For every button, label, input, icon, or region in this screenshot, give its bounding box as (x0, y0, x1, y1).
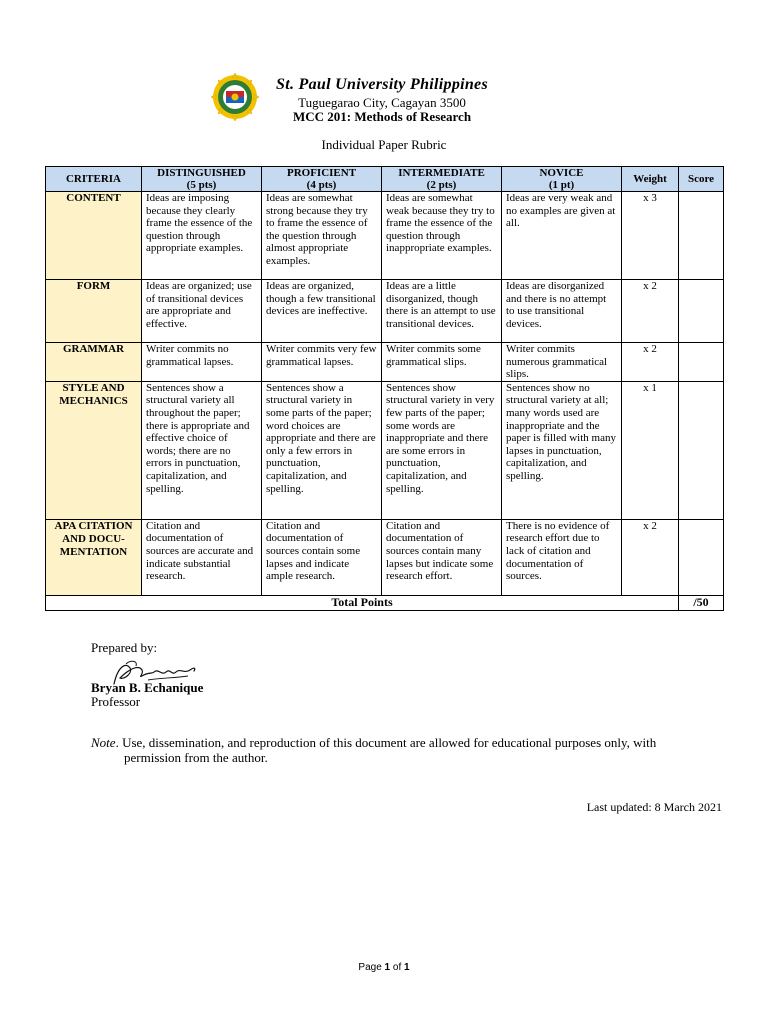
criteria-cell: CONTENT (46, 192, 142, 280)
table-row (46, 343, 724, 382)
novice-cell: There is no evidence of research effort due to lack of citation and documentation of sources. (502, 519, 622, 595)
page-number: Page 1 of 1 (358, 962, 410, 973)
novice-cell: Ideas are very weak and no examples are given at all. (502, 192, 622, 280)
column-header-intermediate: INTERMEDIATE (2 pts) (382, 167, 502, 192)
novice-cell: Ideas are disorganized and there is no attempt to use transitional devices. (502, 280, 622, 343)
distinguished-cell: Ideas are organized; use of transitional devices are appropriate and effective. (142, 280, 262, 343)
column-header-novice: NOVICE (1 pt) (502, 167, 622, 192)
column-header-distinguished: DISTINGUISHED (5 pts) (142, 167, 262, 192)
score-cell[interactable] (679, 343, 724, 382)
novice-cell: Sentences show no structural variety at all; many words used are inappropriate and the paper is filled with many lapses in punctuation, capitalization, and spelling. (502, 381, 622, 519)
proficient-cell: Writer commits very few grammatical lapses. (262, 343, 382, 382)
intermediate-cell: Citation and documentation of sources contain many lapses but indicate some research effort. (382, 519, 502, 595)
note-text-line2: permission from the author. (124, 750, 268, 765)
intermediate-cell: Writer commits some grammatical slips. (382, 343, 502, 382)
column-header-criteria: CRITERIA (46, 167, 142, 192)
proficient-cell: Ideas are organized, though a few transitional devices are ineffective. (262, 280, 382, 343)
university-name: St. Paul University Philippines (276, 76, 488, 93)
score-cell[interactable] (679, 192, 724, 280)
weight-cell: x 2 (622, 280, 679, 343)
distinguished-cell: Writer commits no grammatical lapses. (142, 343, 262, 382)
professor-name: Bryan B. Echanique (91, 680, 204, 695)
table-row (46, 280, 724, 343)
document-title: Individual Paper Rubric (321, 137, 447, 152)
intermediate-cell: Ideas are a little disorganized, though there is an attempt to use transitional devices. (382, 280, 502, 343)
weight-cell: x 3 (622, 192, 679, 280)
criteria-cell: FORM (46, 280, 142, 343)
professor-title: Professor (91, 694, 141, 709)
total-points-label: Total Points (46, 595, 679, 610)
proficient-cell: Sentences show a structural variety in some parts of the paper; word choices are appropriate and there are only a few errors in punctuation, capitalization, and spelling. (262, 381, 382, 519)
weight-cell: x 2 (622, 343, 679, 382)
weight-cell: x 1 (622, 381, 679, 519)
distinguished-cell: Ideas are imposing because they clearly frame the essence of the question through appropriate examples. (142, 192, 262, 280)
university-seal-icon (210, 72, 260, 122)
course-title: MCC 201: Methods of Research (292, 109, 472, 124)
score-cell[interactable] (679, 519, 724, 595)
last-updated-date: Last updated: 8 March 2021 (586, 800, 722, 814)
score-cell[interactable] (679, 381, 724, 519)
prepared-by-label: Prepared by: (91, 640, 158, 655)
table-row (46, 381, 724, 519)
column-header-score: Score (679, 167, 724, 192)
intermediate-cell: Ideas are somewhat weak because they try to frame the essence of the question through inappropriate examples. (382, 192, 502, 280)
university-address: Tuguegarao City, Cagayan 3500 (298, 95, 466, 110)
table-row (46, 519, 724, 595)
rubric-table (45, 166, 724, 611)
criteria-cell: STYLE AND MECHANICS (46, 381, 142, 519)
note-label: Note (91, 735, 116, 750)
criteria-cell: APA CITATION AND DOCU-MENTATION (46, 519, 142, 595)
intermediate-cell: Sentences show structural variety in very few parts of the paper; some words are inappropriate and there are some errors in punctuation, capitalization, and spelling. (382, 381, 502, 519)
novice-cell: Writer commits numerous grammatical slips. (502, 343, 622, 382)
proficient-cell: Citation and documentation of sources contain some lapses and indicate ample research. (262, 519, 382, 595)
distinguished-cell: Sentences show a structural variety all throughout the paper; there is appropriate and effective choice of words; there are no errors in punctuation, capitalization, and spelling. (142, 381, 262, 519)
total-row (46, 595, 724, 610)
table-row (46, 192, 724, 280)
distinguished-cell: Citation and documentation of sources are accurate and indicate substantial research. (142, 519, 262, 595)
proficient-cell: Ideas are somewhat strong because they try to frame the essence of the question through almost appropriate examples. (262, 192, 382, 280)
column-header-proficient: PROFICIENT (4 pts) (262, 167, 382, 192)
score-cell[interactable] (679, 280, 724, 343)
criteria-cell: GRAMMAR (46, 343, 142, 382)
column-header-weight: Weight (622, 167, 679, 192)
usage-note (91, 735, 731, 765)
note-text-line1: . Use, dissemination, and reproduction of this document are allowed for educational purposes only, with (115, 735, 657, 750)
total-points-value: /50 (679, 595, 724, 610)
weight-cell: x 2 (622, 519, 679, 595)
table-header-row (46, 167, 724, 192)
